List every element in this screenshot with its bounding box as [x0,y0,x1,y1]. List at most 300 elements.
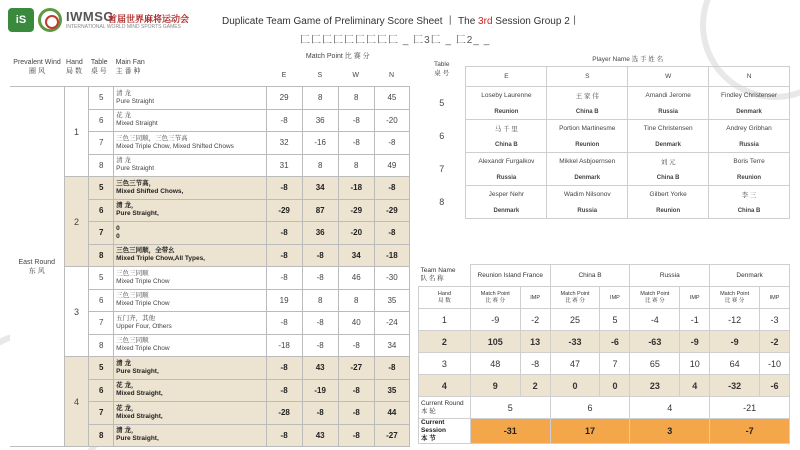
match-point-value: -27 [338,357,374,380]
match-point-value: -8 [266,177,302,200]
page-subtitle: 匚匚匚匚匚匚匚匚匚 _ 匚3匚 _ 匚2_ _ [300,35,491,46]
match-point-value: -8 [338,109,374,132]
match-point-value: 8 [302,87,338,110]
player-name-row [418,152,790,171]
current-round-label-cn: 本 轮 [421,407,436,415]
match-point-title [266,48,409,66]
player-col-south: S [547,66,628,86]
main-fan-cn: 花 龙， [116,404,138,412]
hand-label-cn: 局 数 [66,68,82,75]
mp-label: Match Point [720,290,750,297]
match-point-value: -30 [374,267,409,290]
imp-value: 5 [600,309,630,331]
table-number: 5 [89,267,114,290]
main-fan-cell [114,267,266,290]
main-fan-name: Pure Straight [116,97,155,105]
player-name-table [418,52,790,219]
table-number: 8 [89,244,114,267]
main-fan-name: Mixed Triple Chow, Mixed Shifted Chows [116,142,234,150]
player-country: China B [628,171,709,185]
player-country-row [418,138,790,152]
match-point-value: 34 [302,177,338,200]
match-point-value: -8 [302,267,338,290]
player-country-row [418,204,790,218]
table-number: 6 [89,379,114,402]
table-number: 6 [89,289,114,312]
match-point-value: 36 [302,222,338,245]
match-point-label-cn: 比 赛 分 [344,53,370,60]
wind-label-cn: 东 风 [28,267,45,275]
main-fan-name: Mixed Triple Chow [116,345,170,353]
main-fan-label-cn: 主 番 种 [115,68,141,75]
table-number: 8 [89,154,114,177]
main-fan-label: Main Fan [115,59,145,66]
score-row [419,309,790,331]
main-fan-cell [114,289,266,312]
match-point-value: -12 [710,309,760,331]
match-point-value: 35 [374,379,409,402]
player-name-label-cn: 选 手 姓 名 [631,56,664,64]
player-name: Jesper Nehr [466,185,547,204]
main-fan-name: Pure Straight, [116,210,159,218]
main-fan-cell [114,312,266,335]
current-round-denmark: -21 [710,397,790,419]
mp-label-cn: 比 赛 分 [645,297,665,304]
score-hand-number: 1 [419,309,471,331]
match-point-value: -8 [302,334,338,357]
player-country: China B [547,105,628,119]
main-fan-name: 0 [116,232,120,240]
match-point-value: 43 [302,357,338,380]
logo-subtext: INTERNATIONAL WORLD MIND SPORTS GAMES [66,24,181,30]
match-point-subheader [550,287,600,309]
mp-label: Match Point [480,290,510,297]
match-point-value: -8 [374,132,409,155]
main-fan-name: Mixed Straight, [116,412,163,420]
team-name-label-cn: 队 名 称 [420,275,444,283]
team-name-russia: Russia [630,265,710,287]
match-point-value: -8 [302,312,338,335]
hand-header [64,48,89,87]
main-fan-name: Upper Four, Others [116,322,172,330]
match-point-value: 9 [470,375,520,397]
hand-row [10,267,410,290]
match-point-value: 105 [470,331,520,353]
match-point-value: -8 [338,132,374,155]
main-fan-cn: 0 [116,224,120,232]
match-point-value: 40 [338,312,374,335]
main-fan-cn: 三色三同顺 [116,337,149,345]
current-session-china-b: 17 [550,419,630,444]
match-point-value: -9 [470,309,520,331]
hand-label: Hand [66,59,83,66]
main-fan-header [114,48,266,87]
title-session: 3rd [478,16,493,27]
imp-value: 2 [520,375,550,397]
table-number: 7 [89,132,114,155]
match-point-value: 31 [266,154,302,177]
player-country-row [418,105,790,119]
match-point-value: -8 [266,222,302,245]
main-fan-cell [114,334,266,357]
match-point-value: -63 [630,331,680,353]
match-point-value: 64 [710,353,760,375]
mp-label-cn: 比 赛 分 [565,297,585,304]
match-point-value: 8 [338,87,374,110]
imp-value: -3 [760,309,790,331]
table-number: 8 [89,334,114,357]
player-name-header [466,52,790,66]
table-label: Table [90,59,108,66]
hand-number: 3 [64,267,89,357]
current-session-label: Current Session [421,419,446,434]
match-point-value: 44 [374,402,409,425]
player-table-label-cn: 桌 号 [434,70,450,77]
hand-number: 2 [64,177,89,267]
match-point-value: -24 [374,312,409,335]
wind-cell [10,87,64,447]
imp-value: -9 [680,331,710,353]
current-round-label-cell [419,397,471,419]
match-point-value: 29 [266,87,302,110]
match-point-value: -8 [266,424,302,447]
match-point-value: -8 [266,109,302,132]
main-fan-name: Mixed Straight, [116,390,163,398]
main-fan-cn: 清 龙， [116,427,138,435]
main-fan-cell [114,199,266,222]
match-point-value: 19 [266,289,302,312]
main-fan-cell [114,379,266,402]
imp-subheader: IMP [600,287,630,309]
col-north: N [389,72,395,79]
hand-number: 1 [64,87,89,177]
player-country-row [418,171,790,185]
main-fan-name: Pure Straight, [116,435,159,443]
player-country: Russia [547,204,628,218]
table-label-cn: 桌 号 [90,68,107,75]
match-point-value: -8 [374,357,409,380]
table-number: 7 [89,312,114,335]
mp-label-cn: 比 赛 分 [724,297,745,304]
player-col-west: W [628,66,709,86]
main-fan-cell [114,222,266,245]
mp-label: Match Point [640,290,670,297]
team-name-china-b: China B [550,265,630,287]
main-fan-cn: 花 龙 [116,112,131,120]
team-score-table [418,264,790,444]
match-point-header [266,48,409,87]
match-point-value: -8 [266,357,302,380]
match-point-value: 35 [374,289,409,312]
main-fan-cn: 三色三节高， [116,179,156,187]
main-fan-name: Mixed Triple Chow [116,277,170,285]
imp-value: -8 [520,353,550,375]
imp-subheader: IMP [680,287,710,309]
col-south: S [317,72,323,79]
match-point-value: -27 [374,424,409,447]
table-number: 7 [89,222,114,245]
current-session-russia: 3 [630,419,710,444]
match-point-value: -33 [550,331,600,353]
match-point-value: 46 [338,267,374,290]
player-name-row [418,119,790,138]
table-number: 6 [89,109,114,132]
col-west: W [352,72,360,79]
match-point-value: 43 [302,424,338,447]
match-point-value: 48 [470,353,520,375]
player-country: Denmark [547,171,628,185]
ring-logo-icon [38,8,62,32]
title-suffix: Session Group 2丨 [492,16,580,27]
match-point-value: 45 [374,87,409,110]
player-table-number: 7 [439,163,445,174]
match-point-value: -8 [266,379,302,402]
table-number: 7 [89,402,114,425]
col-east: E [281,72,287,79]
match-point-value: 87 [302,199,338,222]
score-hand-label: Hand [437,290,452,297]
hand-number: 4 [64,357,89,447]
player-name: Andrey Gribhan [709,119,790,138]
main-fan-cn: 三色三同顺，三色三节高 [116,134,188,142]
match-point-value: -8 [374,177,409,200]
imp-value: -10 [760,353,790,375]
main-fan-cn: 清 龙 [116,89,131,97]
main-fan-cn: 清 龙 [116,359,131,367]
match-point-value: -4 [630,309,680,331]
match-point-value: 47 [550,353,600,375]
main-fan-cn: 三色三同顺 [116,292,149,300]
match-point-value: 34 [374,334,409,357]
prevalent-wind-label-cn: 圈 风 [29,68,45,75]
hand-row [10,87,410,110]
main-fan-name: Pure Straight [116,165,155,173]
imp-value: 7 [600,353,630,375]
mp-label: Match Point [560,290,590,297]
player-name: 李 三 [709,185,790,204]
table-number: 6 [89,199,114,222]
current-session-label-cell [419,419,471,444]
page-title [222,12,580,27]
match-point-value: -18 [266,334,302,357]
main-fan-cell [114,424,266,447]
score-row [419,353,790,375]
player-country: China B [466,138,547,152]
main-fan-cell [114,87,266,110]
player-col-east: E [466,66,547,86]
main-fan-name: Mixed Triple Chow [116,300,170,308]
main-fan-cn: 清 龙 [116,157,131,165]
main-fan-cn: 五门齐，其他 [116,314,156,322]
match-point-value: 36 [302,109,338,132]
player-name-label: Player Name [592,56,630,64]
player-table-number: 6 [439,130,445,141]
score-row [419,375,790,397]
match-point-value: 25 [550,309,600,331]
match-point-value: -20 [374,109,409,132]
player-table-header [418,52,466,86]
player-name: Boris Terre [709,152,790,171]
match-point-value: -29 [374,199,409,222]
current-session-label-cn: 本 节 [421,435,436,442]
event-logo-icon: iS [8,8,34,32]
hand-row [10,177,410,200]
match-point-value: 8 [338,289,374,312]
prevalent-wind-label: Prevalent Wind [13,59,61,66]
current-round-label: Current Round [421,399,464,407]
main-fan-cell [114,109,266,132]
match-point-value: -8 [338,379,374,402]
player-name-row [418,86,790,105]
table-header [89,48,114,87]
imp-value: 10 [680,353,710,375]
match-point-value: -18 [374,244,409,267]
player-name: Wadim Nilsonov [547,185,628,204]
match-point-value: -8 [302,244,338,267]
table-number: 5 [89,87,114,110]
logo-text: IWMSG [66,9,114,24]
player-name: Tine Christensen [628,119,709,138]
mp-label-cn: 比 赛 分 [485,297,506,304]
player-country: Denmark [709,105,790,119]
match-point-value: -29 [338,199,374,222]
table-number: 8 [89,424,114,447]
match-point-value: -8 [266,244,302,267]
player-country: Russia [466,171,547,185]
match-point-value: -32 [710,375,760,397]
player-table-number: 8 [439,196,445,207]
current-round-russia: 4 [630,397,710,419]
match-point-value: -19 [302,379,338,402]
match-point-value: -28 [266,402,302,425]
match-point-value: 65 [630,353,680,375]
main-fan-name: Mixed Shifted Chows, [116,187,184,195]
team-name-label: Team Name [420,267,456,275]
main-fan-name: Pure Straight, [116,367,159,375]
match-point-value: -8 [266,267,302,290]
team-name-header [419,265,471,287]
player-table-number: 5 [439,97,445,108]
imp-value: -2 [520,309,550,331]
match-point-value: -18 [338,177,374,200]
team-name-denmark: Denmark [710,265,790,287]
player-name: 马 千 里 [466,119,547,138]
main-fan-cell [114,177,266,200]
player-name: 刘 元 [628,152,709,171]
player-country: Russia [628,105,709,119]
player-country: Reunion [709,171,790,185]
match-point-value: -8 [266,312,302,335]
player-country: Reunion [628,204,709,218]
imp-value: 0 [600,375,630,397]
main-fan-cell [114,154,266,177]
match-point-value: -16 [302,132,338,155]
score-hand-label-cn: 局 数 [438,297,451,304]
main-fan-cn: 清 龙， [116,202,138,210]
player-name: Gilbert Yorke [628,185,709,204]
player-country: Reunion [547,138,628,152]
main-fan-cn: 花 龙， [116,382,138,390]
main-fan-cn: 三色三同顺，全带幺 [116,247,175,255]
match-point-value: 8 [338,154,374,177]
player-name-row [418,185,790,204]
score-hand-number: 2 [419,331,471,353]
score-hand-number: 4 [419,375,471,397]
player-name: Loseby Laurenne [466,86,547,105]
match-point-value: -8 [338,424,374,447]
match-point-value: -8 [338,334,374,357]
match-point-value: 34 [338,244,374,267]
main-fan-cell [114,357,266,380]
main-fan-cell [114,132,266,155]
table-number: 5 [89,177,114,200]
imp-subheader: IMP [520,287,550,309]
hand-row [10,357,410,380]
score-hand-header [419,287,471,309]
player-table-label: Table [433,61,450,68]
main-fan-cell [114,402,266,425]
current-session-denmark: -7 [710,419,790,444]
imp-value: -2 [760,331,790,353]
player-name: Alexandr Furgalkov [466,152,547,171]
table-number: 5 [89,357,114,380]
player-name: Amandi Jerome [628,86,709,105]
match-point-value: 0 [550,375,600,397]
match-point-subheader [470,287,520,309]
player-country: Reunion [466,105,547,119]
current-round-reunion: 5 [470,397,550,419]
score-row [419,331,790,353]
player-name: Portion Martinesme [547,119,628,138]
main-fan-name: Mixed Straight [116,120,158,128]
wind-label: East Round [18,258,56,266]
match-point-value: 49 [374,154,409,177]
hand-score-table [10,48,410,447]
match-point-value: 23 [630,375,680,397]
match-point-value: -9 [710,331,760,353]
main-fan-cell [114,244,266,267]
match-point-value: -8 [374,222,409,245]
imp-value: -6 [760,375,790,397]
match-point-subheader [630,287,680,309]
match-point-subheader [710,287,760,309]
imp-value: -1 [680,309,710,331]
player-name: Findley Christenser [709,86,790,105]
player-country: Russia [709,138,790,152]
imp-value: 13 [520,331,550,353]
team-name-reunion: Reunion Island France [470,265,550,287]
main-fan-name: Mixed Triple Chow,All Types, [116,255,205,263]
imp-value: 4 [680,375,710,397]
match-point-label: Match Point [305,53,343,60]
current-round-china-b: 6 [550,397,630,419]
imp-subheader: IMP [760,287,790,309]
match-point-value: -8 [302,402,338,425]
player-country: China B [709,204,790,218]
match-point-value: 32 [266,132,302,155]
player-name: 王 家 伟 [547,86,628,105]
player-country: Denmark [466,204,547,218]
prevalent-wind-header [10,48,64,87]
player-country: Denmark [628,138,709,152]
match-point-value: 8 [302,289,338,312]
player-col-north: N [709,66,790,86]
match-point-value: 8 [302,154,338,177]
match-point-value: -20 [338,222,374,245]
header [0,0,800,46]
title-prefix: Duplicate Team Game of Preliminary Score Sheet ​丨 The [222,16,479,27]
match-point-value: -8 [338,402,374,425]
